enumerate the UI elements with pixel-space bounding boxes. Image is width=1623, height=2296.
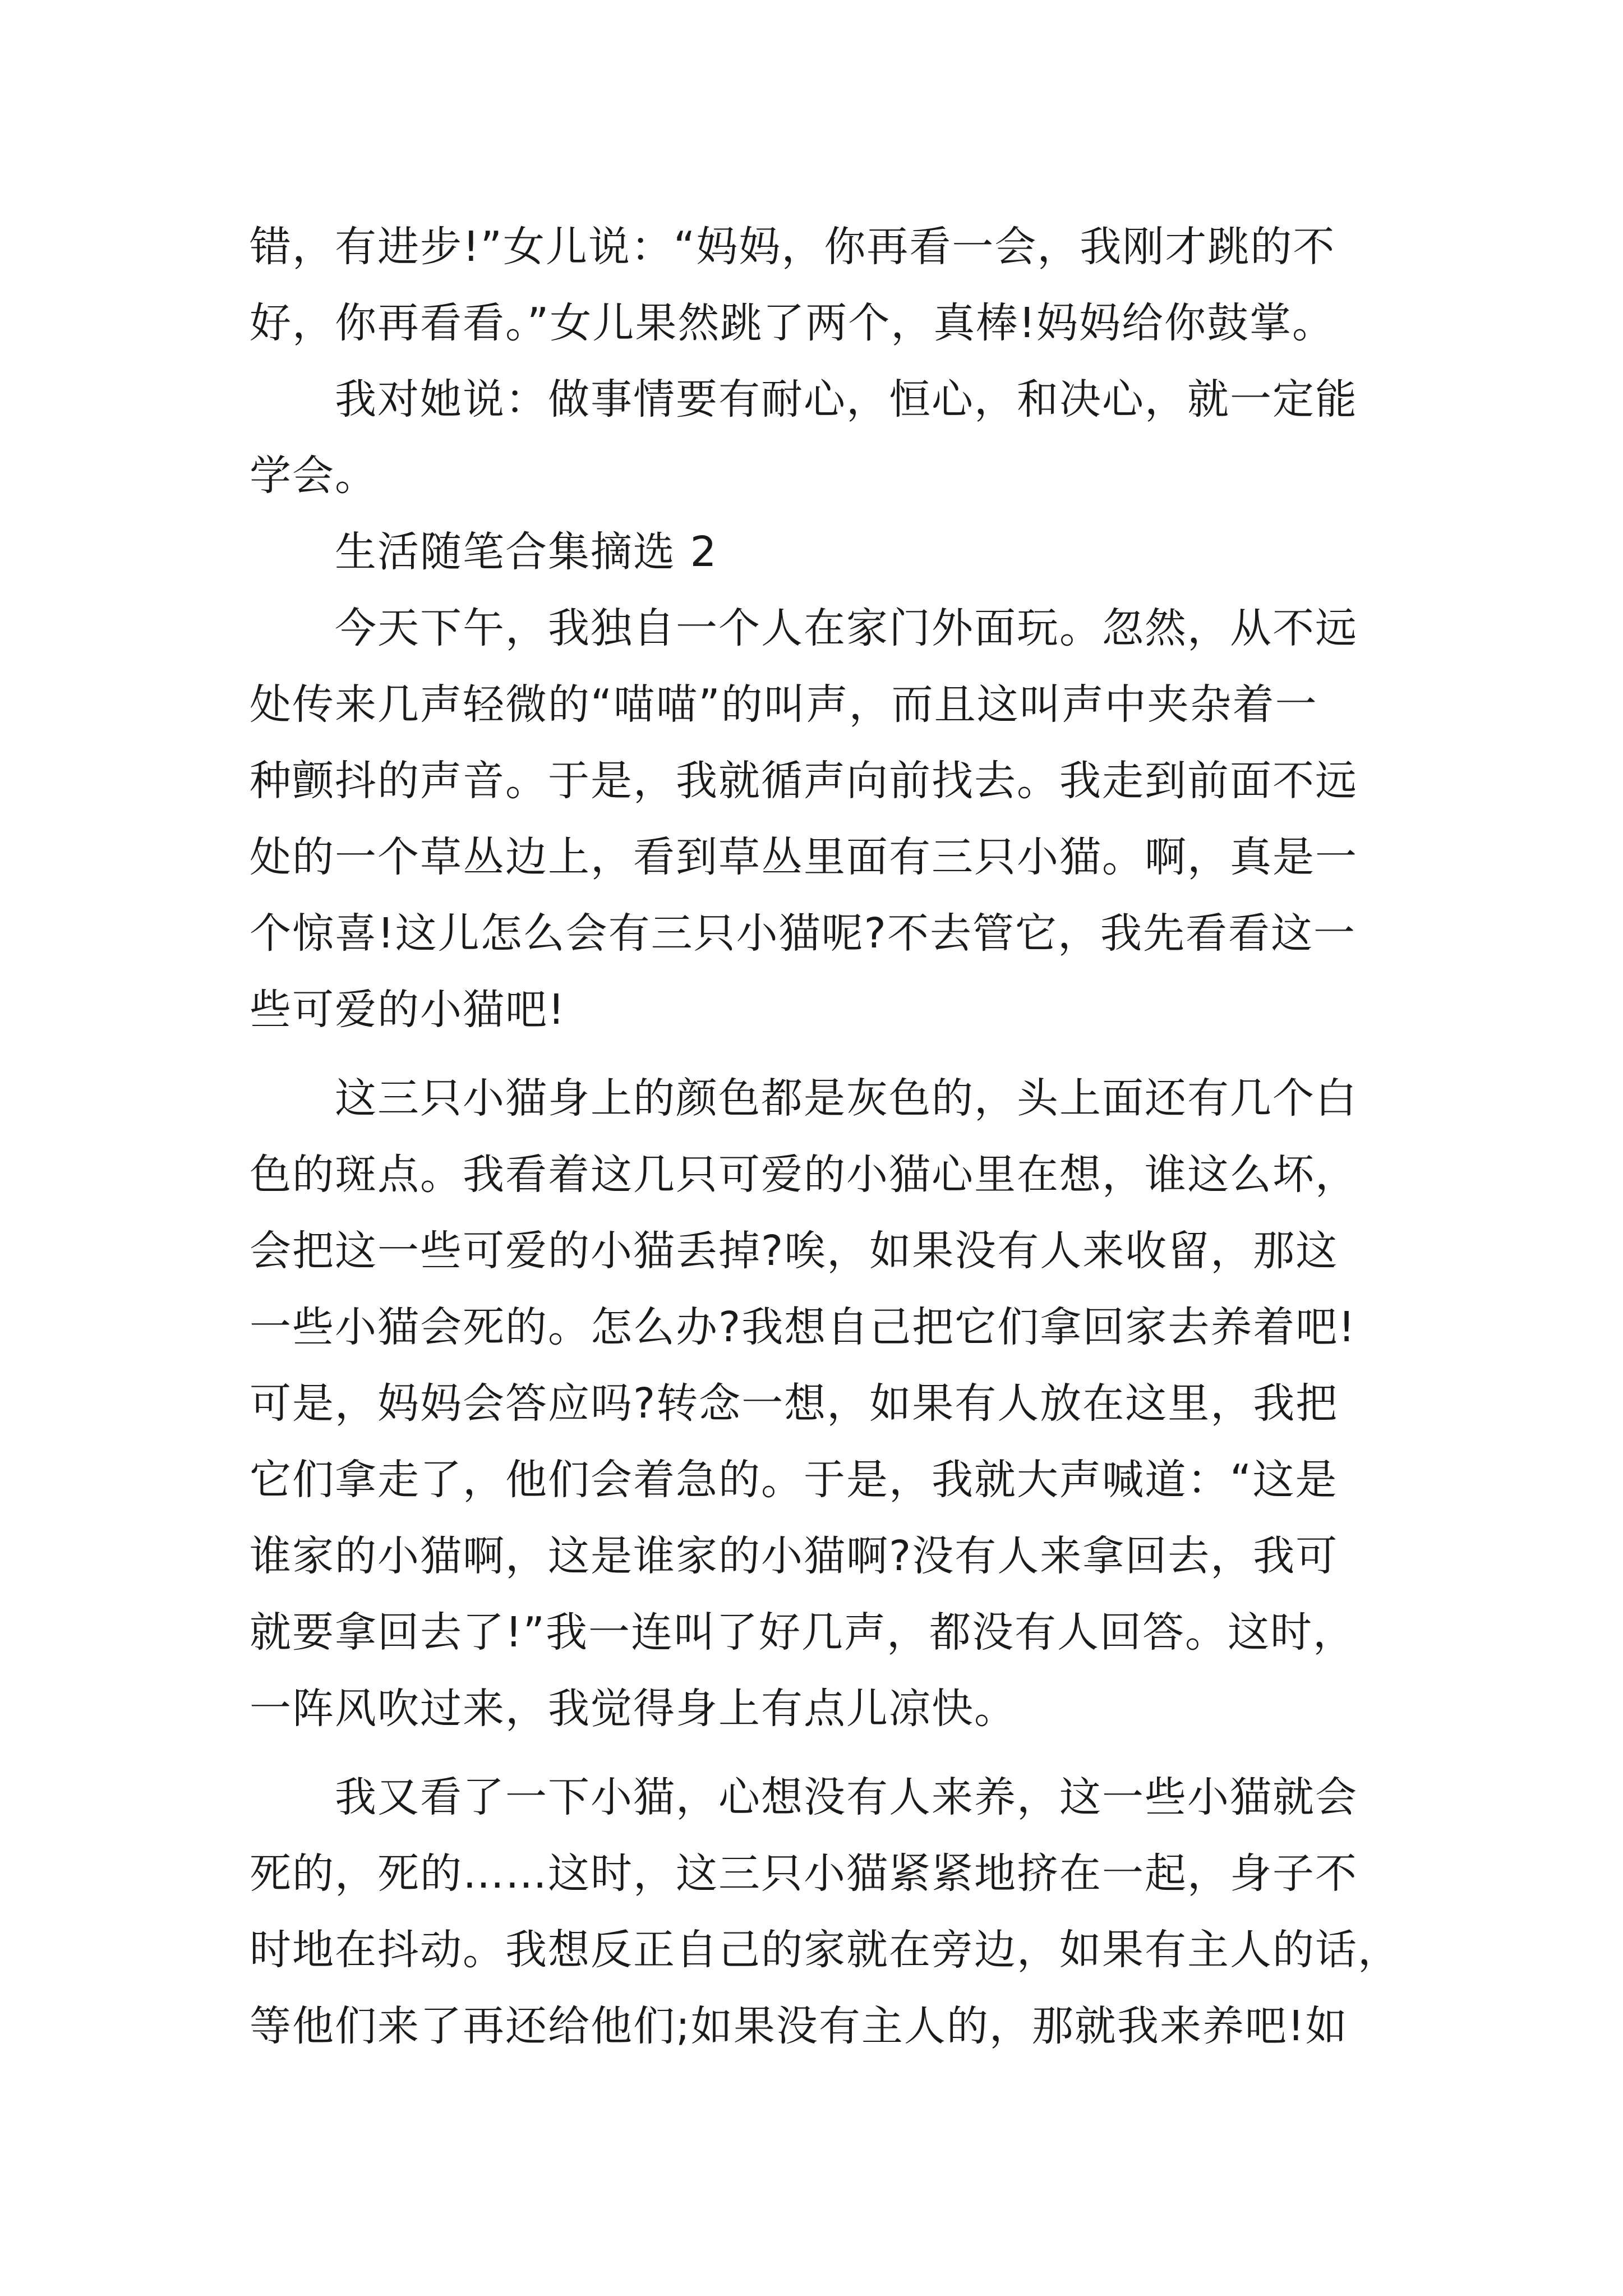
text-line: 会把这一些可爱的小猫丢掉?唉，如果没有人来收留，那这 xyxy=(250,1227,1339,1275)
text-line: 等他们来了再还给他们;如果没有主人的，那就我来养吧!如 xyxy=(250,2002,1348,2050)
text-line: 一些小猫会死的。怎么办?我想自己把它们拿回家去养着吧! xyxy=(250,1303,1356,1351)
paragraph-start-line: 我又看了一下小猫，心想没有人来养，这一些小猫就会 xyxy=(335,1773,1358,1821)
text-line: 个惊喜!这儿怎么会有三只小猫呢?不去管它，我先看看这一 xyxy=(250,909,1356,958)
document-body xyxy=(250,209,1400,2064)
text-line: 种颤抖的声音。于是，我就循声向前找去。我走到前面不远 xyxy=(250,757,1358,805)
text-line: 色的斑点。我看着这几只可爱的小猫心里在想，谁这么坏， xyxy=(250,1151,1358,1199)
text-line: 它们拿走了，他们会着急的。于是，我就大声喊道：“这是 xyxy=(250,1456,1338,1504)
text-line: 死的，死的……这时，这三只小猫紧紧地挤在一起，身子不 xyxy=(250,1849,1358,1898)
text-line: 错，有进步!”女儿说：“妈妈，你再看一会，我刚才跳的不 xyxy=(250,223,1336,271)
text-line: 学会。 xyxy=(250,452,377,500)
paragraph-start-line: 这三只小猫身上的颜色都是灰色的，头上面还有几个白 xyxy=(335,1074,1358,1122)
paragraph-gap xyxy=(250,1048,1388,1060)
paragraph-start-line: 我对她说：做事情要有耐心，恒心，和决心，就一定能 xyxy=(335,375,1358,424)
text-line: 处传来几声轻微的“喵喵”的叫声，而且这叫声中夹杂着一 xyxy=(250,680,1318,729)
paragraph-start-line: 今天下午，我独自一个人在家门外面玩。忽然，从不远 xyxy=(335,604,1358,652)
text-line: 就要拿回去了!”我一连叫了好几声，都没有人回答。这时， xyxy=(250,1608,1355,1657)
text-line: 时地在抖动。我想反正自己的家就在旁边，如果有主人的话， xyxy=(250,1926,1400,1974)
text-line: 处的一个草丛边上，看到草丛里面有三只小猫。啊，真是一 xyxy=(250,833,1358,881)
paragraph-gap xyxy=(250,1747,1388,1759)
text-line: 谁家的小猫啊，这是谁家的小猫啊?没有人来拿回去，我可 xyxy=(250,1532,1339,1580)
text-line: 可是，妈妈会答应吗?转念一想，如果有人放在这里，我把 xyxy=(250,1379,1339,1428)
text-line: 好，你再看看。”女儿果然跳了两个，真棒!妈妈给你鼓掌。 xyxy=(250,299,1335,347)
text-line: 一阵风吹过来，我觉得身上有点儿凉快。 xyxy=(250,1685,1017,1733)
section-heading: 生活随笔合集摘选 2 xyxy=(335,528,718,576)
text-line: 些可爱的小猫吧! xyxy=(250,986,566,1034)
